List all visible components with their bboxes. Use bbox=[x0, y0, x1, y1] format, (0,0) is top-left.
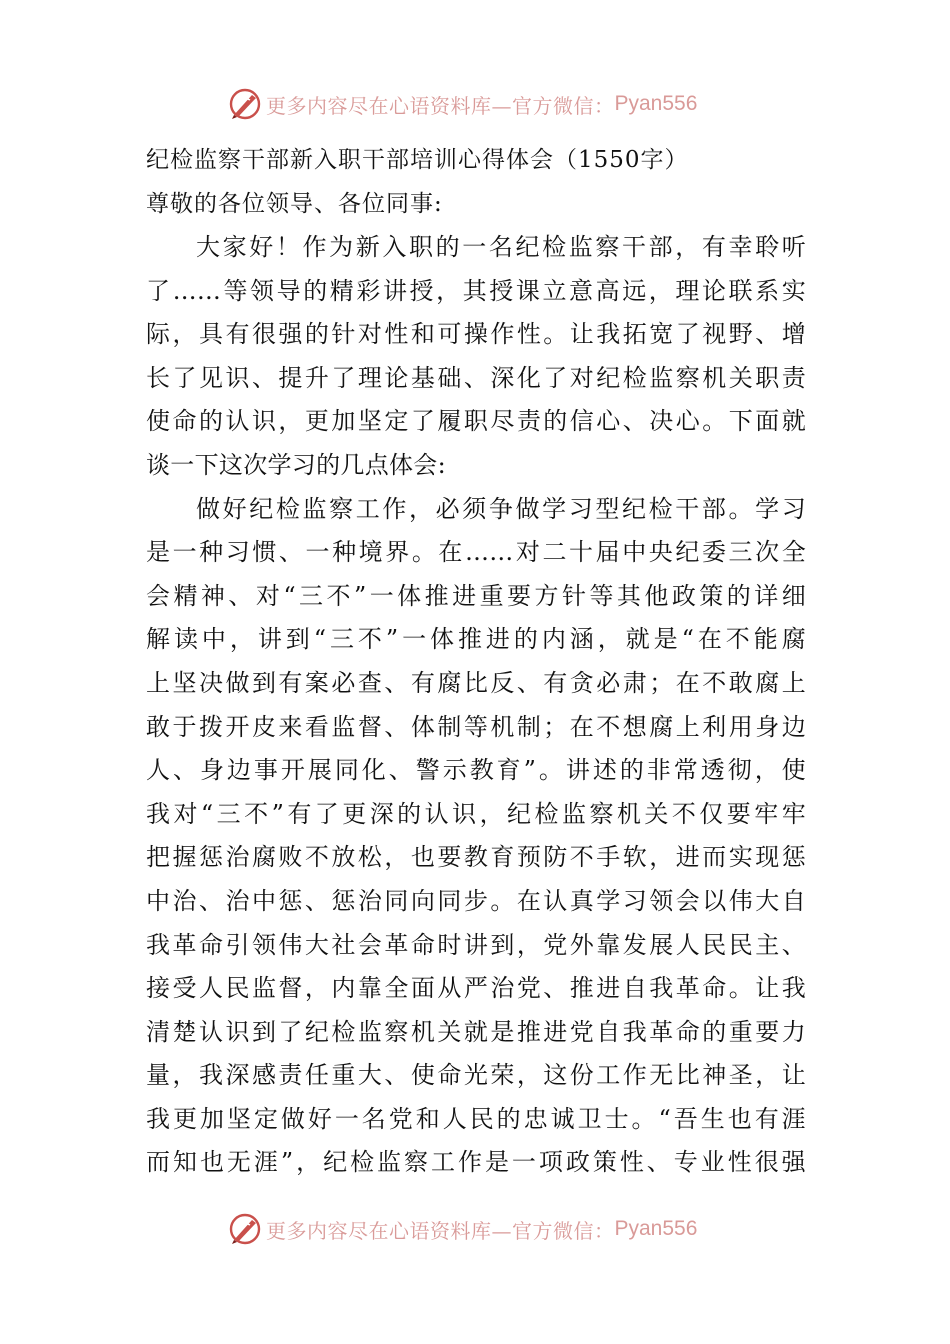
paragraph-line: 清楚认识到了纪检监察机关就是推进党自我革命的重要力 bbox=[146, 1017, 806, 1046]
paragraph-line: 中治、治中惩、惩治同向同步。在认真学习领会以伟大自 bbox=[146, 886, 806, 915]
paragraph-line: 把握惩治腐败不放松，也要教育预防不手软，进而实现惩 bbox=[146, 843, 806, 872]
pen-logo-icon bbox=[228, 1212, 262, 1246]
paragraph-line: 大家好！作为新入职的一名纪检监察干部，有幸聆听 bbox=[196, 233, 806, 261]
header-watermark-id: Pyan556 bbox=[614, 92, 698, 115]
paragraph-line: 而知也无涯”，纪检监察工作是一项政策性、专业性很强 bbox=[146, 1148, 806, 1177]
paragraph-line: 人、身边事开展同化、警示教育”。讲述的非常透彻，使 bbox=[146, 756, 806, 785]
paragraph-line: 了……等领导的精彩讲授，其授课立意高远，理论联系实 bbox=[146, 276, 806, 305]
paragraph-line: 接受人民监督，内靠全面从严治党、推进自我革命。让我 bbox=[146, 974, 806, 1003]
paragraph-line: 做好纪检监察工作，必须争做学习型纪检干部。学习 bbox=[196, 494, 806, 523]
paragraph-line: 是一种习惯、一种境界。在……对二十届中央纪委三次全 bbox=[146, 538, 806, 567]
footer-watermark-id: Pyan556 bbox=[614, 1217, 698, 1240]
document-body bbox=[146, 138, 806, 1185]
paragraph-line: 解读中，讲到“三不”一体推进的内涵，就是“在不能腐 bbox=[146, 625, 806, 654]
paragraph-line: 我更加坚定做好一名党和人民的忠诚卫士。“吾生也有涯 bbox=[146, 1104, 806, 1133]
paragraph-line: 量，我深感责任重大、使命光荣，这份工作无比神圣，让 bbox=[146, 1061, 806, 1090]
paragraph-line: 长了见识、提升了理论基础、深化了对纪检监察机关职责 bbox=[146, 363, 806, 392]
pen-logo-icon bbox=[228, 87, 262, 121]
paragraph-line: 会精神、对“三不”一体推进重要方针等其他政策的详细 bbox=[146, 581, 806, 610]
header-watermark-text: 更多内容尽在心语资料库—官方微信： bbox=[266, 93, 615, 118]
paragraph-line: 我对“三不”有了更深的认识，纪检监察机关不仅要牢牢 bbox=[146, 799, 806, 828]
footer-watermark-text: 更多内容尽在心语资料库—官方微信： bbox=[266, 1218, 615, 1243]
paragraph-line: 敢于拨开皮来看监督、体制等机制；在不想腐上利用身边 bbox=[146, 712, 806, 741]
paragraph-line: 际，具有很强的针对性和可操作性。让我拓宽了视野、增 bbox=[146, 320, 806, 349]
paragraph-line: 上坚决做到有案必查、有腐比反、有贪必肃；在不敢腐上 bbox=[146, 668, 806, 697]
footer-watermark bbox=[228, 1211, 697, 1247]
header-watermark bbox=[228, 86, 697, 122]
greeting-line: 尊敬的各位领导、各位同事: bbox=[146, 191, 443, 217]
paragraph-line: 使命的认识，更加坚定了履职尽责的信心、决心。下面就 bbox=[146, 407, 806, 436]
paragraph-line: 我革命引领伟大社会革命时讲到，党外靠发展人民民主、 bbox=[146, 930, 806, 959]
document-title: 纪检监察干部新入职干部培训心得体会（1550字） bbox=[146, 147, 689, 173]
paragraph-line: 谈一下这次学习的几点体会: bbox=[146, 450, 446, 479]
